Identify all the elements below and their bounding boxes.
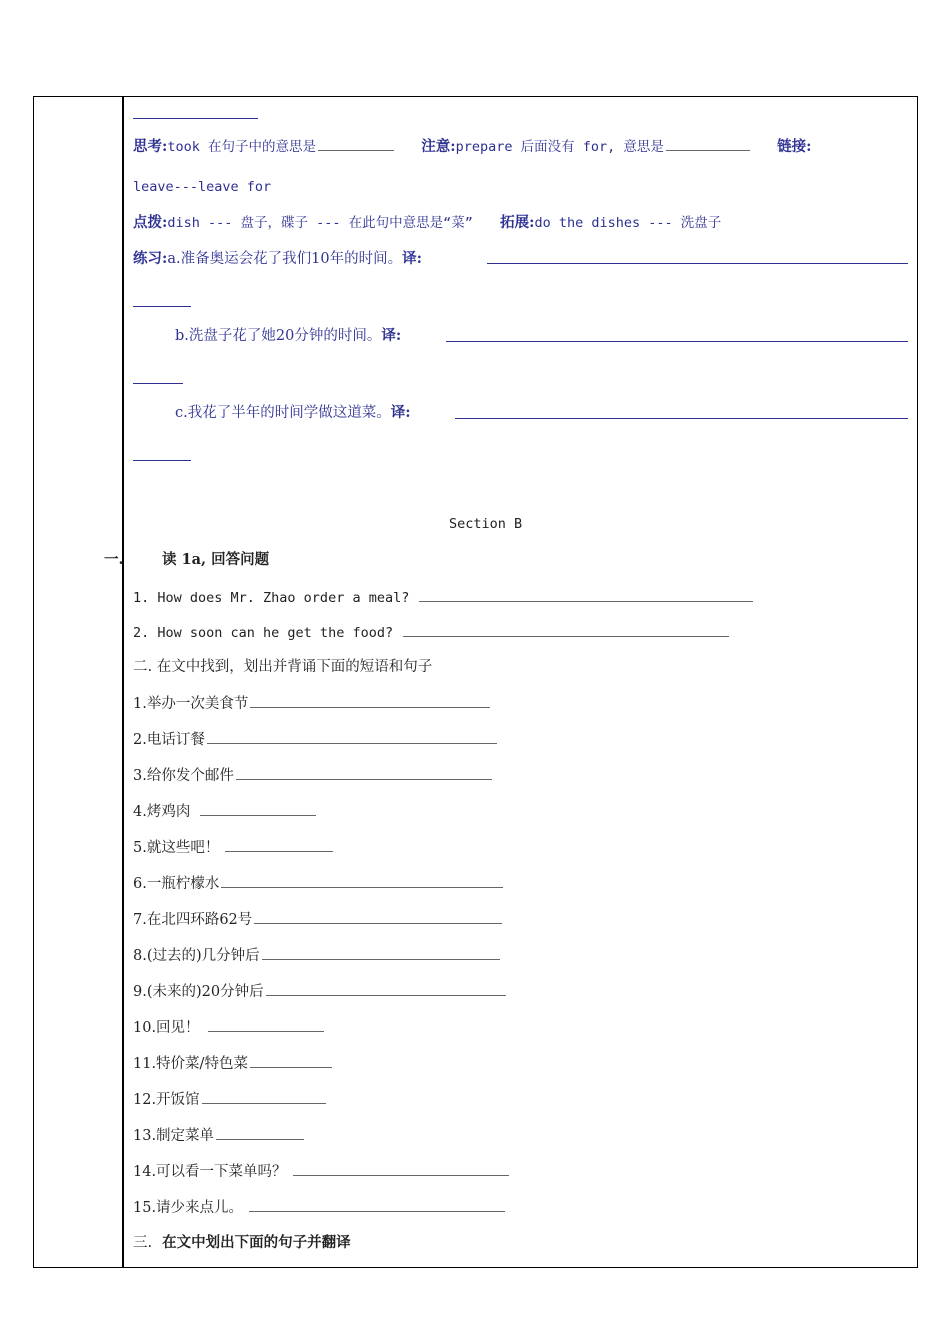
answer-blank[interactable] xyxy=(262,945,500,960)
phrase-item: 2.电话订餐 xyxy=(133,729,497,750)
phrase-item: 8.(过去的)几分钟后 xyxy=(133,945,500,966)
answer-blank[interactable] xyxy=(207,729,497,744)
answer-blank[interactable] xyxy=(666,136,750,151)
translate-blank-b[interactable] xyxy=(446,341,908,342)
part2-title: 二. 在文中找到，划出并背诵下面的短语和句子 xyxy=(133,659,433,675)
link-label: 链接: xyxy=(777,138,812,155)
answer-blank[interactable] xyxy=(403,622,729,637)
part1-title: 读 1a, 回答问题 xyxy=(162,551,270,568)
phrase-item: 15.请少来点儿。 xyxy=(133,1197,505,1218)
answer-blank[interactable] xyxy=(318,136,394,151)
translate-blank-a-cont[interactable] xyxy=(133,306,191,307)
question-2 xyxy=(133,622,729,643)
translate-blank-b-cont[interactable] xyxy=(133,383,183,384)
practice-label: 练习: xyxy=(133,250,168,267)
answer-blank[interactable] xyxy=(250,1053,332,1068)
phrase-item: 3.给你发个邮件 xyxy=(133,765,492,786)
exercise-a: a.准备奥运会花了我们10年的时间。 xyxy=(167,251,403,267)
answer-blank[interactable] xyxy=(254,909,502,924)
phrase-item: 9.(未来的)20分钟后 xyxy=(133,981,506,1002)
expand-text: do the dishes --- 洗盘子 xyxy=(534,215,722,231)
phrase-item: 12.开饭馆 xyxy=(133,1089,326,1110)
think-label: 思考: xyxy=(133,138,168,155)
section-title: Section B xyxy=(449,516,523,532)
phrase-item: 1.举办一次美食节 xyxy=(133,693,490,714)
think-line xyxy=(133,136,811,157)
practice-b xyxy=(175,326,401,346)
question-1 xyxy=(133,587,753,608)
expand-label: 拓展: xyxy=(500,214,535,231)
answer-blank[interactable] xyxy=(293,1161,509,1176)
answer-blank[interactable] xyxy=(250,693,490,708)
answer-blank[interactable] xyxy=(249,1197,505,1212)
practice-c xyxy=(175,403,411,423)
answer-blank[interactable] xyxy=(419,587,753,602)
think-text: took 在句子中的意思是 xyxy=(167,139,316,155)
column-divider xyxy=(122,96,124,1268)
part3-title: 在文中划出下面的句子并翻译 xyxy=(162,1234,351,1251)
answer-blank[interactable] xyxy=(236,765,492,780)
phrase-item: 13.制定菜单 xyxy=(133,1125,304,1146)
answer-blank[interactable] xyxy=(225,837,333,852)
question-text: 1. How does Mr. Zhao order a meal? xyxy=(133,590,410,606)
exercise-b: b.洗盘子花了她20分钟的时间。 xyxy=(175,328,382,344)
phrase-item: 14.可以看一下菜单吗？ xyxy=(133,1161,509,1182)
hint-line xyxy=(133,213,721,233)
part3-heading xyxy=(133,1233,351,1253)
note-label: 注意: xyxy=(421,138,456,155)
answer-line xyxy=(133,118,258,119)
part3-num: 三. xyxy=(133,1235,153,1251)
answer-blank[interactable] xyxy=(208,1017,324,1032)
answer-blank[interactable] xyxy=(216,1125,304,1140)
answer-blank[interactable] xyxy=(202,1089,326,1104)
phrase-item: 6.一瓶柠檬水 xyxy=(133,873,503,894)
translate-label: 译: xyxy=(390,404,411,421)
translate-blank-a[interactable] xyxy=(487,263,908,264)
answer-blank[interactable] xyxy=(221,873,503,888)
translate-label: 译: xyxy=(381,327,402,344)
phrase-item: 11.特价菜/特色菜 xyxy=(133,1053,332,1074)
part1-num: 一. xyxy=(104,551,124,568)
translate-label: 译: xyxy=(402,250,422,267)
phrase-item: 4.烤鸡肉 xyxy=(133,801,316,822)
translate-blank-c-cont[interactable] xyxy=(133,460,191,461)
link-text: leave---leave for xyxy=(133,179,272,195)
phrase-item: 5.就这些吧！ xyxy=(133,837,333,858)
exercise-c: c.我花了半年的时间学做这道菜。 xyxy=(175,405,391,421)
practice-a xyxy=(133,249,422,269)
hint-text: dish --- 盘子，碟子 --- 在此句中意思是“菜” xyxy=(167,215,473,231)
answer-blank[interactable] xyxy=(200,801,316,816)
hint-label: 点拨: xyxy=(133,214,168,231)
question-text: 2. How soon can he get the food? xyxy=(133,625,394,641)
phrase-item: 10.回见！ xyxy=(133,1017,324,1038)
phrase-item: 7.在北四环路62号 xyxy=(133,909,502,930)
note-text: prepare 后面没有 for, 意思是 xyxy=(455,139,664,155)
answer-blank[interactable] xyxy=(266,981,506,996)
translate-blank-c[interactable] xyxy=(455,418,908,419)
